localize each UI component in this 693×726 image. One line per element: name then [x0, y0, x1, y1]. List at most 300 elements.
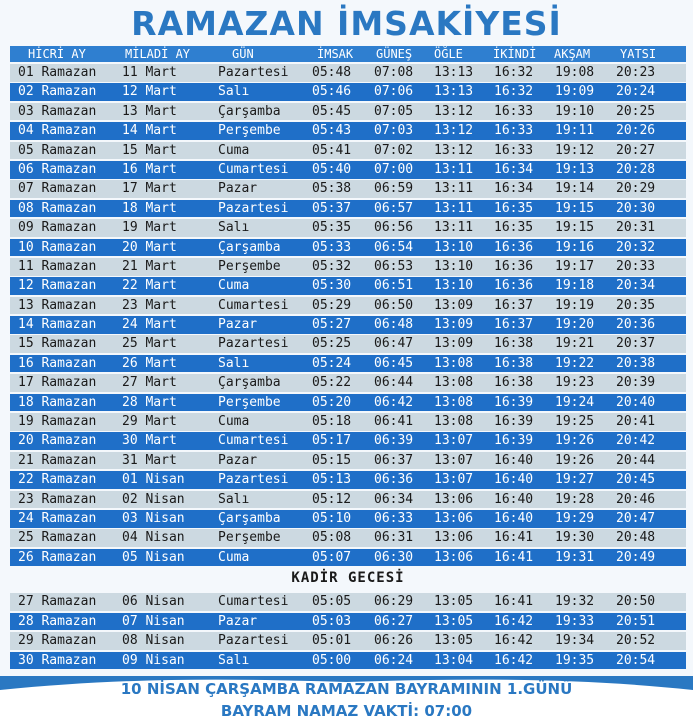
cell-gun: Çarşamba [218, 510, 281, 526]
cell-yatsi: 20:34 [616, 278, 656, 294]
table-row [10, 529, 686, 547]
cell-ikindi: 16:33 [494, 103, 534, 119]
cell-aksam: 19:10 [555, 103, 595, 119]
cell-gun: Perşembe [218, 123, 281, 139]
cell-ogle: 13:06 [434, 530, 474, 546]
cell-imsak: 05:15 [312, 452, 352, 468]
cell-miladi: 16 Mart [122, 161, 177, 177]
cell-ogle: 13:11 [434, 220, 474, 236]
cell-gunes: 06:54 [374, 239, 414, 255]
table-row [10, 355, 686, 373]
cell-imsak: 05:29 [312, 297, 352, 313]
cell-gunes: 06:41 [374, 414, 414, 430]
cell-miladi: 17 Mart [122, 181, 177, 197]
cell-gun: Cumartesi [218, 297, 289, 313]
cell-hicri: 08 Ramazan [18, 200, 97, 216]
cell-miladi: 26 Mart [122, 355, 177, 371]
header-imsak: İMSAK [317, 47, 354, 61]
cell-hicri: 13 Ramazan [18, 297, 97, 313]
table-row [10, 613, 686, 631]
table-row [10, 632, 686, 650]
table-row [10, 491, 686, 509]
cell-gun: Salı [218, 491, 250, 507]
cell-aksam: 19:15 [555, 200, 595, 216]
cell-ikindi: 16:38 [494, 336, 534, 352]
table-row [10, 432, 686, 450]
cell-yatsi: 20:29 [616, 181, 656, 197]
cell-gunes: 07:02 [374, 142, 414, 158]
cell-hicri: 30 Ramazan [18, 652, 97, 668]
header-ikindi: İKİNDİ [493, 47, 537, 61]
table-body-main [10, 64, 686, 566]
cell-gun: Pazartesi [218, 336, 289, 352]
cell-hicri: 07 Ramazan [18, 181, 97, 197]
cell-aksam: 19:12 [555, 142, 595, 158]
cell-imsak: 05:22 [312, 375, 352, 391]
cell-aksam: 19:17 [555, 258, 595, 274]
table-row [10, 452, 686, 470]
cell-miladi: 15 Mart [122, 142, 177, 158]
cell-ogle: 13:12 [434, 142, 474, 158]
cell-imsak: 05:40 [312, 161, 352, 177]
imsakiye-table [10, 46, 686, 671]
cell-hicri: 09 Ramazan [18, 220, 97, 236]
cell-ogle: 13:11 [434, 161, 474, 177]
cell-yatsi: 20:45 [616, 472, 656, 488]
cell-hicri: 25 Ramazan [18, 530, 97, 546]
cell-imsak: 05:08 [312, 530, 352, 546]
cell-hicri: 22 Ramazan [18, 472, 97, 488]
cell-ogle: 13:12 [434, 123, 474, 139]
table-row [10, 652, 686, 670]
cell-ikindi: 16:36 [494, 239, 534, 255]
table-row [10, 258, 686, 276]
cell-aksam: 19:30 [555, 530, 595, 546]
cell-yatsi: 20:32 [616, 239, 656, 255]
cell-gun: Cumartesi [218, 594, 289, 610]
cell-yatsi: 20:25 [616, 103, 656, 119]
cell-ogle: 13:05 [434, 613, 474, 629]
page-title: RAMAZAN İMSAKİYESİ [131, 4, 562, 43]
cell-yatsi: 20:33 [616, 258, 656, 274]
cell-aksam: 19:24 [555, 394, 595, 410]
cell-miladi: 23 Mart [122, 297, 177, 313]
cell-ikindi: 16:35 [494, 220, 534, 236]
table-row [10, 394, 686, 412]
cell-ogle: 13:09 [434, 336, 474, 352]
table-row [10, 142, 686, 160]
table-row [10, 180, 686, 198]
cell-miladi: 24 Mart [122, 317, 177, 333]
cell-ikindi: 16:40 [494, 472, 534, 488]
table-row [10, 200, 686, 218]
cell-aksam: 19:25 [555, 414, 595, 430]
header-miladi: MİLADİ AY [125, 47, 191, 61]
cell-gun: Cumartesi [218, 161, 289, 177]
cell-imsak: 05:43 [312, 123, 352, 139]
cell-hicri: 04 Ramazan [18, 123, 97, 139]
cell-ikindi: 16:42 [494, 652, 534, 668]
cell-yatsi: 20:44 [616, 452, 656, 468]
cell-miladi: 06 Nisan [122, 594, 185, 610]
cell-aksam: 19:28 [555, 491, 595, 507]
cell-gunes: 06:39 [374, 433, 414, 449]
cell-imsak: 05:41 [312, 142, 352, 158]
cell-gunes: 06:50 [374, 297, 414, 313]
cell-ikindi: 16:40 [494, 510, 534, 526]
cell-yatsi: 20:38 [616, 355, 656, 371]
cell-ikindi: 16:36 [494, 278, 534, 294]
cell-gun: Cuma [218, 549, 250, 565]
cell-miladi: 18 Mart [122, 200, 177, 216]
cell-ikindi: 16:41 [494, 594, 534, 610]
cell-imsak: 05:27 [312, 317, 352, 333]
cell-gunes: 06:29 [374, 594, 414, 610]
table-row [10, 277, 686, 295]
cell-gunes: 06:31 [374, 530, 414, 546]
cell-aksam: 19:29 [555, 510, 595, 526]
cell-gunes: 06:59 [374, 181, 414, 197]
cell-ikindi: 16:39 [494, 433, 534, 449]
cell-ogle: 13:11 [434, 200, 474, 216]
cell-gunes: 06:37 [374, 452, 414, 468]
cell-yatsi: 20:28 [616, 161, 656, 177]
table-header [10, 46, 686, 62]
cell-ikindi: 16:34 [494, 181, 534, 197]
cell-ikindi: 16:40 [494, 491, 534, 507]
cell-yatsi: 20:30 [616, 200, 656, 216]
cell-miladi: 29 Mart [122, 414, 177, 430]
cell-hicri: 17 Ramazan [18, 375, 97, 391]
cell-aksam: 19:34 [555, 633, 595, 649]
cell-gun: Pazar [218, 452, 258, 468]
cell-yatsi: 20:50 [616, 594, 656, 610]
cell-imsak: 05:33 [312, 239, 352, 255]
cell-aksam: 19:18 [555, 278, 595, 294]
cell-gun: Pazar [218, 613, 258, 629]
cell-miladi: 12 Mart [122, 84, 177, 100]
cell-ogle: 13:13 [434, 65, 474, 80]
cell-imsak: 05:13 [312, 472, 352, 488]
cell-ikindi: 16:39 [494, 394, 534, 410]
cell-imsak: 05:46 [312, 84, 352, 100]
cell-gun: Salı [218, 652, 250, 668]
cell-imsak: 05:32 [312, 258, 352, 274]
cell-ikindi: 16:38 [494, 355, 534, 371]
cell-ogle: 13:08 [434, 394, 474, 410]
cell-gun: Cumartesi [218, 433, 289, 449]
cell-imsak: 05:38 [312, 181, 352, 197]
cell-yatsi: 20:49 [616, 549, 656, 565]
cell-gunes: 06:53 [374, 258, 414, 274]
cell-ikindi: 16:37 [494, 317, 534, 333]
cell-yatsi: 20:41 [616, 414, 656, 430]
cell-imsak: 05:17 [312, 433, 352, 449]
cell-aksam: 19:08 [555, 65, 595, 80]
cell-gun: Cuma [218, 278, 250, 294]
cell-imsak: 05:30 [312, 278, 352, 294]
cell-miladi: 30 Mart [122, 433, 177, 449]
cell-imsak: 05:20 [312, 394, 352, 410]
cell-hicri: 23 Ramazan [18, 491, 97, 507]
cell-gunes: 06:48 [374, 317, 414, 333]
cell-miladi: 21 Mart [122, 258, 177, 274]
cell-gun: Perşembe [218, 258, 281, 274]
cell-ogle: 13:07 [434, 472, 474, 488]
cell-hicri: 27 Ramazan [18, 594, 97, 610]
cell-ikindi: 16:40 [494, 452, 534, 468]
cell-ogle: 13:08 [434, 414, 474, 430]
cell-yatsi: 20:24 [616, 84, 656, 100]
cell-miladi: 31 Mart [122, 452, 177, 468]
cell-aksam: 19:14 [555, 181, 595, 197]
cell-yatsi: 20:40 [616, 394, 656, 410]
table-row [10, 219, 686, 237]
cell-hicri: 29 Ramazan [18, 633, 97, 649]
table-row [10, 103, 686, 121]
cell-aksam: 19:27 [555, 472, 595, 488]
cell-aksam: 19:16 [555, 239, 595, 255]
cell-gunes: 06:27 [374, 613, 414, 629]
cell-aksam: 19:33 [555, 613, 595, 629]
table-row [10, 316, 686, 334]
header-yatsi: YATSI [620, 47, 657, 61]
cell-gun: Cuma [218, 414, 250, 430]
cell-hicri: 19 Ramazan [18, 414, 97, 430]
cell-imsak: 05:03 [312, 613, 352, 629]
cell-aksam: 19:32 [555, 594, 595, 610]
cell-ikindi: 16:32 [494, 84, 534, 100]
cell-hicri: 15 Ramazan [18, 336, 97, 352]
cell-gunes: 07:03 [374, 123, 414, 139]
cell-gunes: 06:51 [374, 278, 414, 294]
cell-gunes: 07:08 [374, 65, 414, 80]
table-row [10, 161, 686, 179]
cell-imsak: 05:01 [312, 633, 352, 649]
cell-gun: Perşembe [218, 394, 281, 410]
cell-ogle: 13:08 [434, 355, 474, 371]
cell-aksam: 19:21 [555, 336, 595, 352]
cell-yatsi: 20:42 [616, 433, 656, 449]
cell-ogle: 13:04 [434, 652, 474, 668]
kadir-gecesi-label: KADİR GECESİ [291, 570, 405, 587]
cell-ikindi: 16:34 [494, 161, 534, 177]
cell-yatsi: 20:51 [616, 613, 656, 629]
cell-hicri: 12 Ramazan [18, 278, 97, 294]
cell-gunes: 06:42 [374, 394, 414, 410]
cell-aksam: 19:11 [555, 123, 595, 139]
cell-miladi: 20 Mart [122, 239, 177, 255]
cell-ikindi: 16:39 [494, 414, 534, 430]
cell-hicri: 18 Ramazan [18, 394, 97, 410]
cell-ikindi: 16:41 [494, 549, 534, 565]
cell-gun: Çarşamba [218, 375, 281, 391]
cell-hicri: 11 Ramazan [18, 258, 97, 274]
cell-hicri: 24 Ramazan [18, 510, 97, 526]
cell-gun: Çarşamba [218, 239, 281, 255]
cell-ogle: 13:10 [434, 258, 474, 274]
footer-line-2: BAYRAM NAMAZ VAKTİ: 07:00 [220, 702, 473, 720]
cell-hicri: 26 Ramazan [18, 549, 97, 565]
table-row [10, 239, 686, 257]
cell-yatsi: 20:52 [616, 633, 656, 649]
cell-miladi: 01 Nisan [122, 472, 185, 488]
cell-miladi: 03 Nisan [122, 510, 185, 526]
cell-miladi: 14 Mart [122, 123, 177, 139]
cell-gun: Pazar [218, 317, 258, 333]
cell-gunes: 06:56 [374, 220, 414, 236]
footer-banner [0, 676, 693, 726]
cell-gun: Perşembe [218, 530, 281, 546]
cell-miladi: 19 Mart [122, 220, 177, 236]
cell-gun: Salı [218, 84, 250, 100]
cell-hicri: 14 Ramazan [18, 317, 97, 333]
cell-aksam: 19:19 [555, 297, 595, 313]
cell-imsak: 05:37 [312, 200, 352, 216]
cell-ikindi: 16:36 [494, 258, 534, 274]
cell-aksam: 19:15 [555, 220, 595, 236]
cell-ogle: 13:11 [434, 181, 474, 197]
cell-aksam: 19:26 [555, 433, 595, 449]
cell-hicri: 02 Ramazan [18, 84, 97, 100]
cell-hicri: 16 Ramazan [18, 355, 97, 371]
cell-ikindi: 16:33 [494, 123, 534, 139]
cell-gun: Çarşamba [218, 103, 281, 119]
table-row [10, 413, 686, 431]
cell-imsak: 05:35 [312, 220, 352, 236]
table-row [10, 593, 686, 611]
cell-hicri: 01 Ramazan [18, 65, 97, 80]
table-row [10, 549, 686, 567]
header-aksam: AKŞAM [554, 47, 591, 61]
cell-ogle: 13:05 [434, 633, 474, 649]
cell-aksam: 19:09 [555, 84, 595, 100]
table-row [10, 122, 686, 140]
cell-yatsi: 20:23 [616, 65, 656, 80]
cell-gun: Salı [218, 355, 250, 371]
cell-ogle: 13:10 [434, 278, 474, 294]
cell-miladi: 13 Mart [122, 103, 177, 119]
cell-aksam: 19:23 [555, 375, 595, 391]
header-gun: GÜN [232, 47, 254, 61]
cell-imsak: 05:48 [312, 65, 352, 80]
cell-gun: Cuma [218, 142, 250, 158]
cell-hicri: 06 Ramazan [18, 161, 97, 177]
cell-gunes: 06:47 [374, 336, 414, 352]
cell-imsak: 05:12 [312, 491, 352, 507]
cell-gunes: 07:00 [374, 161, 414, 177]
cell-ogle: 13:06 [434, 491, 474, 507]
cell-imsak: 05:45 [312, 103, 352, 119]
cell-yatsi: 20:54 [616, 652, 656, 668]
cell-miladi: 05 Nisan [122, 549, 185, 565]
cell-yatsi: 20:39 [616, 375, 656, 391]
cell-miladi: 11 Mart [122, 65, 177, 80]
cell-gunes: 06:44 [374, 375, 414, 391]
cell-imsak: 05:05 [312, 594, 352, 610]
cell-ogle: 13:09 [434, 317, 474, 333]
cell-ikindi: 16:41 [494, 530, 534, 546]
cell-gun: Pazartesi [218, 65, 289, 80]
table-row [10, 297, 686, 315]
cell-hicri: 21 Ramazan [18, 452, 97, 468]
cell-imsak: 05:10 [312, 510, 352, 526]
cell-aksam: 19:35 [555, 652, 595, 668]
cell-aksam: 19:20 [555, 317, 595, 333]
cell-ogle: 13:13 [434, 84, 474, 100]
cell-ogle: 13:12 [434, 103, 474, 119]
cell-imsak: 05:25 [312, 336, 352, 352]
header-hicri: HİCRİ AY [28, 47, 86, 61]
cell-yatsi: 20:31 [616, 220, 656, 236]
table-row [10, 83, 686, 101]
cell-yatsi: 20:46 [616, 491, 656, 507]
cell-ogle: 13:06 [434, 510, 474, 526]
table-row [10, 64, 686, 82]
cell-miladi: 08 Nisan [122, 633, 185, 649]
cell-ogle: 13:10 [434, 239, 474, 255]
cell-ikindi: 16:33 [494, 142, 534, 158]
cell-imsak: 05:00 [312, 652, 352, 668]
cell-miladi: 07 Nisan [122, 613, 185, 629]
cell-hicri: 28 Ramazan [18, 613, 97, 629]
cell-ikindi: 16:42 [494, 613, 534, 629]
cell-hicri: 05 Ramazan [18, 142, 97, 158]
cell-gun: Pazartesi [218, 200, 289, 216]
cell-gunes: 06:24 [374, 652, 414, 668]
table-row [10, 510, 686, 528]
table-row [10, 335, 686, 353]
footer-line-1: 10 NİSAN ÇARŞAMBA RAMAZAN BAYRAMININ 1.GÜNÜ [120, 680, 573, 698]
cell-imsak: 05:18 [312, 414, 352, 430]
cell-hicri: 03 Ramazan [18, 103, 97, 119]
table-row [10, 374, 686, 392]
cell-ikindi: 16:35 [494, 200, 534, 216]
cell-aksam: 19:31 [555, 549, 595, 565]
cell-yatsi: 20:36 [616, 317, 656, 333]
cell-miladi: 27 Mart [122, 375, 177, 391]
cell-gunes: 06:30 [374, 549, 414, 565]
cell-miladi: 09 Nisan [122, 652, 185, 668]
table-row [10, 471, 686, 489]
cell-gunes: 06:34 [374, 491, 414, 507]
cell-yatsi: 20:47 [616, 510, 656, 526]
cell-gun: Salı [218, 220, 250, 236]
cell-gunes: 06:45 [374, 355, 414, 371]
cell-ogle: 13:07 [434, 433, 474, 449]
cell-gunes: 06:33 [374, 510, 414, 526]
cell-gun: Pazartesi [218, 472, 289, 488]
cell-imsak: 05:07 [312, 549, 352, 565]
cell-yatsi: 20:48 [616, 530, 656, 546]
cell-miladi: 22 Mart [122, 278, 177, 294]
cell-imsak: 05:24 [312, 355, 352, 371]
cell-ikindi: 16:32 [494, 65, 534, 80]
cell-aksam: 19:26 [555, 452, 595, 468]
cell-ogle: 13:08 [434, 375, 474, 391]
cell-yatsi: 20:26 [616, 123, 656, 139]
cell-ogle: 13:05 [434, 594, 474, 610]
cell-ikindi: 16:38 [494, 375, 534, 391]
cell-ogle: 13:07 [434, 452, 474, 468]
cell-yatsi: 20:35 [616, 297, 656, 313]
cell-miladi: 25 Mart [122, 336, 177, 352]
cell-aksam: 19:22 [555, 355, 595, 371]
cell-hicri: 10 Ramazan [18, 239, 97, 255]
cell-gunes: 07:06 [374, 84, 414, 100]
header-ogle: ÖĞLE [434, 47, 463, 61]
cell-gunes: 06:26 [374, 633, 414, 649]
